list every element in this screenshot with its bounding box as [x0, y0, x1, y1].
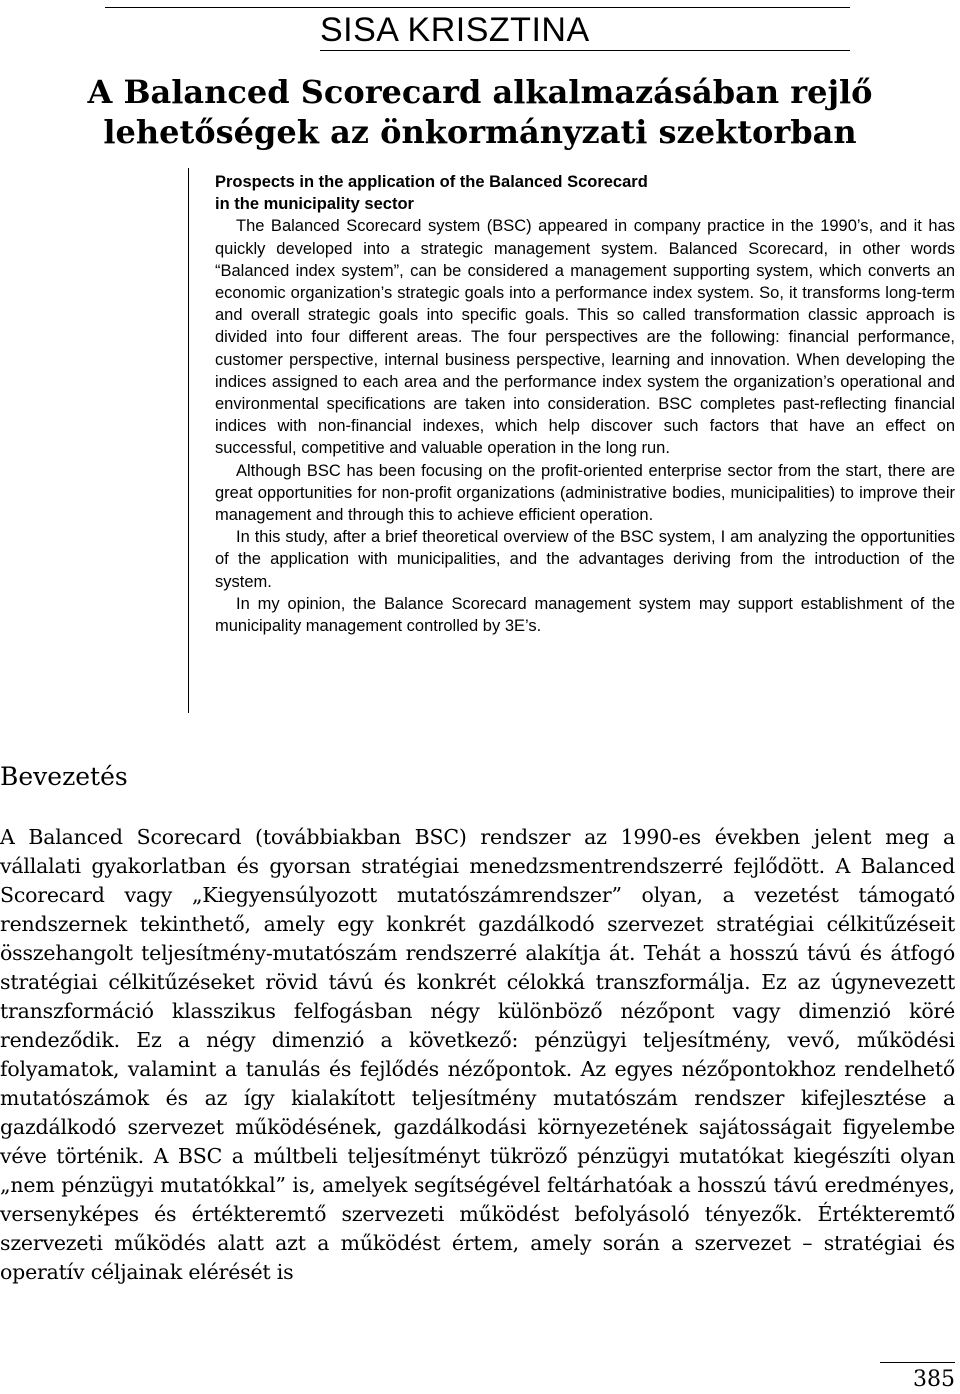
abstract-title-line-1: Prospects in the application of the Balanced Scorecard [215, 173, 648, 191]
author-rule [320, 50, 850, 51]
abstract-title-line-2: in the municipality sector [215, 195, 414, 214]
abstract-title [215, 171, 955, 215]
abstract-paragraph: Although BSC has been focusing on the profit-oriented enterprise sector from the start, there are great opportunities for non-profit organizations (administrative bodies, municipalities) to improve their management and through this to achieve efficient operation. [215, 461, 955, 525]
title-line-2: lehetőségek az önkormányzati szektorban [103, 113, 857, 151]
author-name: SISA KRISZTINA [320, 11, 590, 49]
title-line-1: A Balanced Scorecard alkalmazásában rejlő [87, 73, 873, 111]
abstract-side-rule [188, 168, 189, 713]
page-number-rule [880, 1362, 955, 1363]
page-number: 385 [913, 1367, 955, 1392]
section-heading: Bevezetés [0, 762, 128, 791]
article-title [0, 72, 960, 152]
english-abstract [215, 171, 955, 637]
header-rule [105, 7, 850, 8]
abstract-paragraph: The Balanced Scorecard system (BSC) appeared in company practice in the 1990’s, and it has quickly developed into a strategic management system. Balanced Scorecard, in other words “Balanced index system”, can be considered a management supporting system, which converts an economic organization’s strategic goals into a performance index system. So, it transforms long-term and overall strategic goals into specific goals. This so called transformation classic approach is divided into four different areas. The four perspectives are the following: financial performance, customer perspective, internal business perspective, learning and innovation. When developing the indices assigned to each area and the performance index system the organization’s operational and environmental specifications are taken into consideration. BSC completes past-reflecting financial indices with non-financial indexes, which help discover such factors that have an effect on successful, competitive and valuable operation in the long run. [215, 217, 955, 458]
body-paragraph: A Balanced Scorecard (továbbiakban BSC) rendszer az 1990-es években jelent meg a vállalati gyakorlatban és gyorsan stratégiai menedzsmentrendszerré fejlődött. A Balanced Scorecard vagy „Kiegyensúlyozott mutatószámrendszer” olyan, a vezetést támogató rendszernek tekinthető, amely egy konkrét gazdálkodó szervezet stratégiai célkitűzéseit összehangolt teljesítmény-mutatószám rendszerré alakítja át. Tehát a hosszú távú és átfogó stratégiai célkitűzéseket rövid távú és konkrét célokká transzformálja. Ez az úgynevezett transzformáció klasszikus felfogásban négy különböző nézőpont vagy dimenzió köré rendeződik. Ez a négy dimenzió a következő: pénzügyi teljesítmény, vevő, működési folyamatok, valamint a tanulás és fejlődés nézőpontok. Az egyes nézőpontokhoz rendelhető mutatószámok és az így kialakított teljesítmény mutatószám rendszer kifejlesztése a gazdálkodó szervezet működésének, gazdálkodási környezetének sajátosságait figyelembe véve történik. A BSC a múltbeli teljesítményt tükröző pénzügyi mutatókat kiegészíti olyan „nem pénzügyi mutatókkal” is, amelyek segítségével feltárhatóak a hosszú távú eredményes, versenyképes és értékteremtő szervezeti működést befolyásoló tényezők. Értékteremtő szervezeti működés alatt azt a működést értem, amely során a szervezet – stratégiai és operatív céljainak elérését is [0, 825, 955, 1284]
abstract-paragraph: In my opinion, the Balance Scorecard management system may support establishment of the municipality management controlled by 3E’s. [215, 594, 955, 636]
abstract-paragraph: In this study, after a brief theoretical overview of the BSC system, I am analyzing the opportunities of the application with municipalities, and the advantages deriving from the introduction of the system. [215, 528, 955, 591]
